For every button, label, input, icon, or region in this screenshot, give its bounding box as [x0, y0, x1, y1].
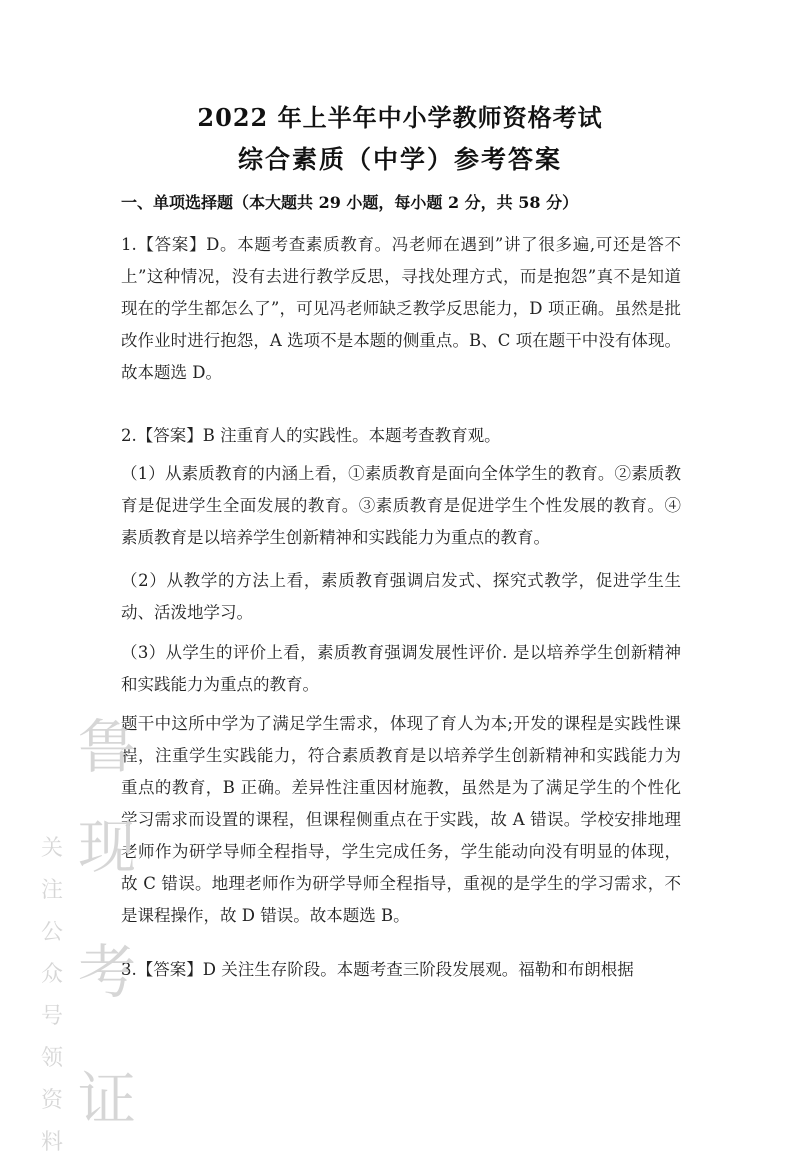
- watermark-small-char: 众: [40, 962, 63, 987]
- document-title-line2: 综合素质（中学）参考答案: [237, 145, 562, 174]
- watermark-small-char: 资: [40, 1088, 63, 1113]
- watermark-small-char: 注: [40, 878, 63, 903]
- document-title-line1: 2022 年上半年中小学教师资格考试: [197, 103, 603, 132]
- answer-2-point-1: （1）从素质教育的内涵上看，①素质教育是面向全体学生的教育。②素质教育是促进学生全面发展的教育。③素质教育是促进学生个性发展的教育。④素质教育是以培养学生创新精神和实践能力为重点的教育。: [121, 464, 681, 547]
- watermark-small-char: 公: [40, 920, 63, 945]
- answer-3-head: 3.【答案】D 关注生存阶段。本题考查三阶段发展观。福勒和布朗根据: [121, 960, 634, 979]
- watermark-char-3: 考: [78, 938, 137, 1006]
- answer-1: 1.【答案】D。本题考查素质教育。冯老师在遇到”讲了很多遍,可还是答不上”这种情况，没有去进行教学反思，寻找处理方式，而是抱怨”真不是知道现在的学生都怎么了”，可见冯老师缺乏教学反思能力，D 项正确。虽然是批改作业时进行抱怨，A 选项不是本题的侧重点。B、C 项在题干中没有体现。故本题选 D。: [121, 235, 681, 382]
- watermark-small-char: 领: [40, 1046, 63, 1071]
- watermark-vertical-text: [38, 828, 66, 1164]
- watermark-char-1: 鲁: [78, 713, 137, 781]
- watermark-small-char: 料: [40, 1130, 63, 1155]
- section-heading-single-choice: 一、单项选择题（本大题共 29 小题，每小题 2 分，共 58 分）: [121, 193, 579, 212]
- watermark-char-4: 证: [78, 1065, 137, 1133]
- answer-2-point-2: （2）从教学的方法上看，素质教育强调启发式、探究式教学，促进学生生动、活泼地学习。: [121, 571, 681, 622]
- watermark-small-char: 关: [40, 836, 63, 861]
- watermark-small-char: 号: [40, 1004, 63, 1029]
- watermark-char-2: 现: [78, 813, 137, 881]
- answer-2-head: 2.【答案】B 注重育人的实践性。本题考查教育观。: [121, 426, 501, 445]
- answer-2-analysis: 题干中这所中学为了满足学生需求，体现了育人为本;开发的课程是实践性课程，注重学生实践能力，符合素质教育是以培养学生创新精神和实践能力为重点的教育，B 正确。差异性注重因材施教，虽然是为了满足学生的个性化学习需求而设置的课程，但课程侧重点在于实践，故 A 错误。学校安排地理老师作为研学导师全程指导，学生完成任务，学生能动向没有明显的体现，故 C 错误。地理老师作为研学导师全程指导，重视的是学生的学习需求，不是课程操作，故 D 错误。故本题选 B。: [121, 714, 681, 925]
- answer-2-point-3: （3）从学生的评价上看，素质教育强调发展性评价. 是以培养学生创新精神和实践能力为重点的教育。: [121, 643, 681, 694]
